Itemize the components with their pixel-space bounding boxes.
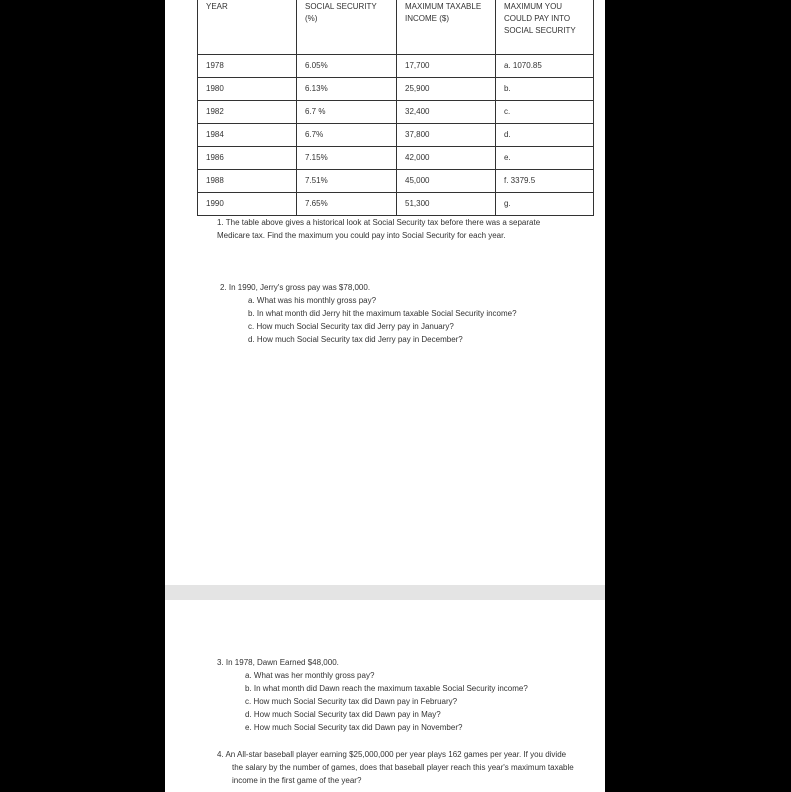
table-row <box>198 78 594 101</box>
question-1 <box>217 216 597 242</box>
document-page-1 <box>165 0 605 585</box>
cell-percent: 6.7 % <box>297 101 397 124</box>
question-4-line-1: 4. An All-star baseball player earning $25,000,000 per year plays 162 games per year. If you divide <box>217 750 567 759</box>
cell-max-income: 37,800 <box>397 124 496 147</box>
header-maximum-you-could-pay: MAXIMUM YOU COULD PAY INTO SOCIAL SECURITY <box>496 0 594 55</box>
cell-year: 1986 <box>198 147 297 170</box>
question-1-line-1: 1. The table above gives a historical look at Social Security tax before there was a separate <box>217 218 541 227</box>
question-4-line-2: the salary by the number of games, does that baseball player reach this year's maximum taxable <box>232 763 574 772</box>
table-header-row <box>198 0 594 55</box>
table-row <box>198 55 594 78</box>
table-row <box>198 124 594 147</box>
cell-year: 1990 <box>198 193 297 216</box>
cell-year: 1984 <box>198 124 297 147</box>
question-2c: c. How much Social Security tax did Jerry pay in January? <box>248 322 454 331</box>
cell-max-income: 42,000 <box>397 147 496 170</box>
cell-max-pay: g. <box>496 193 594 216</box>
cell-max-income: 17,700 <box>397 55 496 78</box>
cell-max-income: 32,400 <box>397 101 496 124</box>
question-3e: e. How much Social Security tax did Dawn pay in November? <box>245 723 463 732</box>
cell-max-income: 45,000 <box>397 170 496 193</box>
document-page-2 <box>165 600 605 792</box>
social-security-table <box>197 0 594 216</box>
question-3b: b. In what month did Dawn reach the maximum taxable Social Security income? <box>245 684 528 693</box>
cell-percent: 7.65% <box>297 193 397 216</box>
cell-percent: 7.51% <box>297 170 397 193</box>
question-1-line-2: Medicare tax. Find the maximum you could pay into Social Security for each year. <box>217 231 506 240</box>
cell-percent: 6.7% <box>297 124 397 147</box>
table-row <box>198 170 594 193</box>
table-row <box>198 193 594 216</box>
question-3 <box>217 656 597 734</box>
cell-year: 1982 <box>198 101 297 124</box>
cell-max-pay: f. 3379.5 <box>496 170 594 193</box>
table-row <box>198 147 594 170</box>
header-year: YEAR <box>198 0 297 55</box>
question-3c: c. How much Social Security tax did Dawn pay in February? <box>245 697 458 706</box>
cell-max-pay: c. <box>496 101 594 124</box>
cell-year: 1980 <box>198 78 297 101</box>
cell-percent: 6.05% <box>297 55 397 78</box>
header-social-security-percent: SOCIAL SECURITY (%) <box>297 0 397 55</box>
cell-max-pay: a. 1070.85 <box>496 55 594 78</box>
question-2d: d. How much Social Security tax did Jerry pay in December? <box>248 335 463 344</box>
question-2a: a. What was his monthly gross pay? <box>248 296 377 305</box>
cell-max-pay: b. <box>496 78 594 101</box>
cell-max-pay: d. <box>496 124 594 147</box>
question-2b: b. In what month did Jerry hit the maximum taxable Social Security income? <box>248 309 517 318</box>
cell-max-income: 25,900 <box>397 78 496 101</box>
question-2 <box>220 281 600 346</box>
cell-max-pay: e. <box>496 147 594 170</box>
question-3-intro: 3. In 1978, Dawn Earned $48,000. <box>217 658 339 667</box>
header-maximum-taxable-income: MAXIMUM TAXABLE INCOME ($) <box>397 0 496 55</box>
cell-year: 1978 <box>198 55 297 78</box>
cell-percent: 6.13% <box>297 78 397 101</box>
question-2-intro: 2. In 1990, Jerry's gross pay was $78,000. <box>220 283 371 292</box>
question-3d: d. How much Social Security tax did Dawn pay in May? <box>245 710 441 719</box>
question-4 <box>217 748 602 787</box>
question-3a: a. What was her monthly gross pay? <box>245 671 375 680</box>
question-4-line-3: income in the first game of the year? <box>232 776 362 785</box>
cell-year: 1988 <box>198 170 297 193</box>
page-break <box>165 585 605 600</box>
table-row <box>198 101 594 124</box>
cell-max-income: 51,300 <box>397 193 496 216</box>
cell-percent: 7.15% <box>297 147 397 170</box>
